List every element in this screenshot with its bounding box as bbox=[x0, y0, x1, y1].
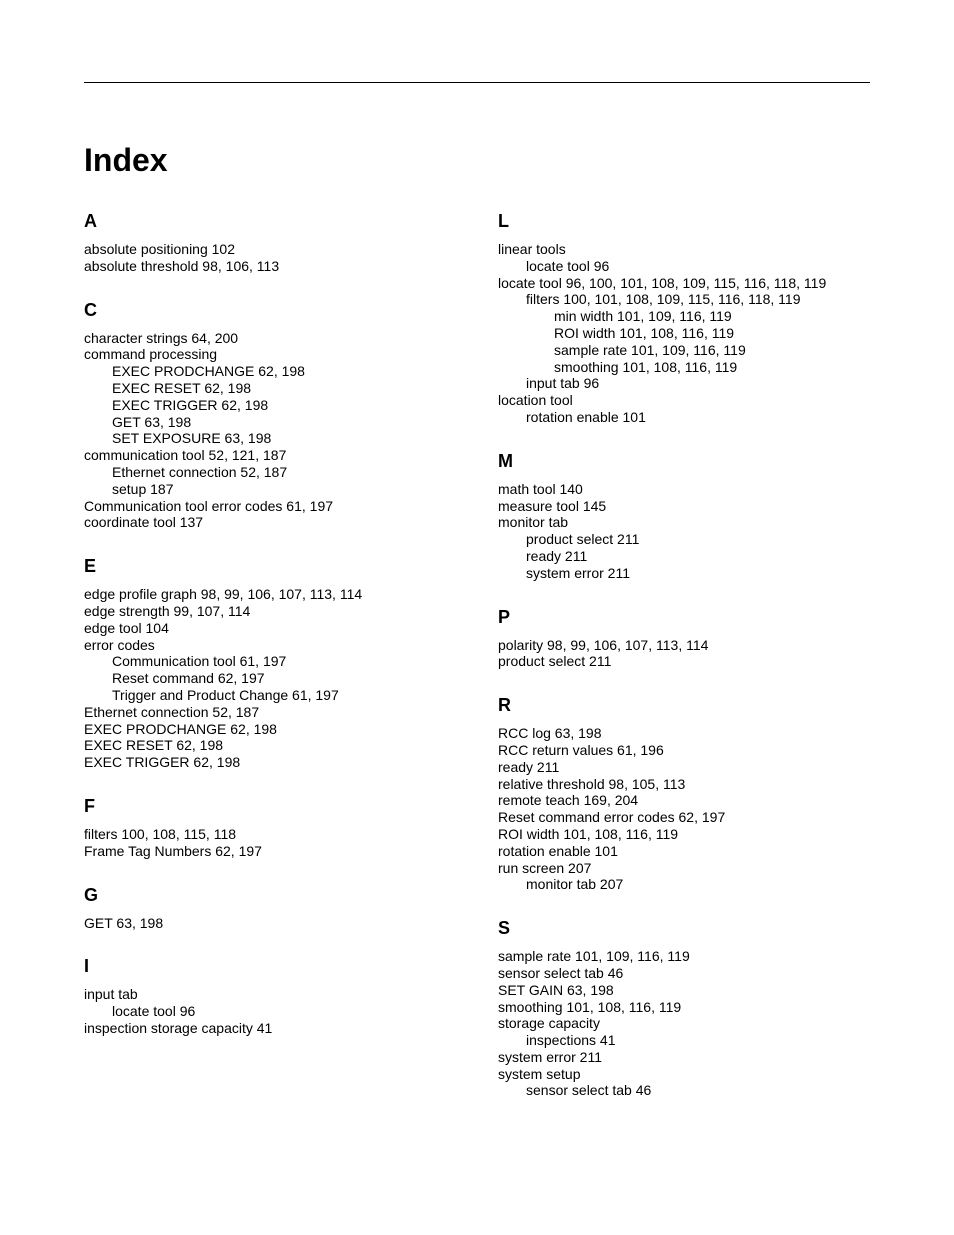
index-section-i bbox=[84, 955, 474, 1036]
index-entry: system error 211 bbox=[498, 1048, 602, 1065]
index-subentry: setup 187 bbox=[112, 480, 174, 497]
index-entry: character strings 64, 200 bbox=[84, 329, 239, 346]
index-entry: coordinate tool 137 bbox=[84, 514, 204, 531]
section-letter: E bbox=[84, 556, 97, 577]
index-section-r bbox=[498, 694, 898, 893]
index-subentry: min width 101, 109, 116, 119 bbox=[554, 308, 732, 325]
index-entry: ready 211 bbox=[498, 758, 560, 775]
index-section-g bbox=[84, 884, 474, 932]
index-section-s bbox=[498, 917, 898, 1099]
section-letter: M bbox=[498, 450, 513, 471]
index-entry: relative threshold 98, 105, 113 bbox=[498, 775, 686, 792]
index-subentry: ROI width 101, 108, 116, 119 bbox=[554, 324, 735, 341]
index-subentry: input tab 96 bbox=[526, 375, 600, 392]
index-entry: edge strength 99, 107, 114 bbox=[84, 602, 251, 619]
index-entry: SET GAIN 63, 198 bbox=[498, 981, 614, 998]
index-subentry: smoothing 101, 108, 116, 119 bbox=[554, 358, 738, 375]
section-letter: G bbox=[84, 884, 99, 905]
index-section-m bbox=[498, 450, 898, 582]
index-entry: math tool 140 bbox=[498, 480, 583, 497]
index-entry: GET 63, 198 bbox=[84, 914, 164, 931]
index-entry: sensor select tab 46 bbox=[498, 964, 624, 981]
section-letter: R bbox=[498, 695, 511, 716]
index-entry: filters 100, 108, 115, 118 bbox=[84, 825, 237, 842]
index-entry: linear tools bbox=[498, 241, 566, 257]
index-entry: inspection storage capacity 41 bbox=[84, 1019, 273, 1036]
section-letter: L bbox=[498, 211, 509, 231]
index-subentry: locate tool 96 bbox=[112, 1003, 196, 1020]
page-title: Index bbox=[84, 142, 168, 178]
section-letter: I bbox=[84, 956, 90, 977]
index-entry: polarity 98, 99, 106, 107, 113, 114 bbox=[498, 636, 709, 653]
index-entry: RCC log 63, 198 bbox=[498, 725, 602, 742]
index-entry: EXEC RESET 62, 198 bbox=[84, 737, 224, 754]
index-subentry: sensor select tab 46 bbox=[526, 1082, 652, 1099]
index-subentry: Trigger and Product Change 61, 197 bbox=[112, 686, 339, 703]
index-entry: Reset command error codes 62, 197 bbox=[498, 809, 726, 826]
index-entry: absolute positioning 102 bbox=[84, 241, 236, 257]
index-entry: rotation enable 101 bbox=[498, 842, 618, 859]
index-subentry: ready 211 bbox=[526, 547, 588, 564]
header-rule bbox=[84, 82, 870, 83]
index-subentry: filters 100, 101, 108, 109, 115, 116, 118, 119 bbox=[526, 291, 801, 308]
index-entry: EXEC PRODCHANGE 62, 198 bbox=[84, 720, 277, 737]
index-entry: measure tool 145 bbox=[498, 497, 607, 514]
index-entry: edge tool 104 bbox=[84, 619, 169, 636]
index-entry: location tool bbox=[498, 392, 573, 409]
section-letter: F bbox=[84, 795, 95, 816]
index-subentry: rotation enable 101 bbox=[526, 408, 646, 425]
index-entry: input tab bbox=[84, 986, 138, 1003]
index-entry: storage capacity bbox=[498, 1015, 600, 1032]
index-subentry: SET EXPOSURE 63, 198 bbox=[112, 430, 272, 447]
index-section-a bbox=[84, 210, 474, 275]
index-entry: locate tool 96, 100, 101, 108, 109, 115, 116, 118, 119 bbox=[498, 274, 827, 291]
index-subentry: system error 211 bbox=[526, 564, 630, 581]
index-entry: system setup bbox=[498, 1065, 581, 1082]
index-entry: run screen 207 bbox=[498, 859, 592, 876]
index-subentry: EXEC RESET 62, 198 bbox=[112, 379, 252, 396]
index-column-left bbox=[84, 210, 474, 1061]
index-entry: ROI width 101, 108, 116, 119 bbox=[498, 825, 679, 842]
index-entry: product select 211 bbox=[498, 653, 612, 670]
section-letter: S bbox=[498, 918, 511, 939]
index-entry: EXEC TRIGGER 62, 198 bbox=[84, 754, 241, 771]
index-entry: edge profile graph 98, 99, 106, 107, 113, 114 bbox=[84, 586, 363, 603]
index-subentry: Reset command 62, 197 bbox=[112, 670, 265, 687]
index-section-f bbox=[84, 795, 474, 860]
index-subentry: product select 211 bbox=[526, 531, 640, 548]
index-section-l bbox=[498, 210, 898, 426]
index-subentry: sample rate 101, 109, 116, 119 bbox=[554, 341, 746, 358]
index-entry: Ethernet connection 52, 187 bbox=[84, 703, 260, 720]
index-entry: command processing bbox=[84, 346, 218, 363]
index-section-p bbox=[498, 606, 898, 671]
index-entry: communication tool 52, 121, 187 bbox=[84, 447, 287, 464]
index-subentry: EXEC TRIGGER 62, 198 bbox=[112, 396, 269, 413]
index-subentry: inspections 41 bbox=[526, 1032, 616, 1049]
index-entry: absolute threshold 98, 106, 113 bbox=[84, 257, 280, 274]
index-entry: RCC return values 61, 196 bbox=[498, 741, 664, 758]
index-subentry: locate tool 96 bbox=[526, 257, 610, 274]
section-letter: C bbox=[84, 299, 97, 320]
section-letter: A bbox=[84, 211, 97, 231]
index-subentry: Ethernet connection 52, 187 bbox=[112, 463, 288, 480]
index-section-e bbox=[84, 555, 474, 771]
index-entry: Frame Tag Numbers 62, 197 bbox=[84, 842, 262, 859]
index-section-c bbox=[84, 299, 474, 532]
index-subentry: EXEC PRODCHANGE 62, 198 bbox=[112, 363, 305, 380]
index-entry: error codes bbox=[84, 636, 155, 653]
index-entry: smoothing 101, 108, 116, 119 bbox=[498, 998, 682, 1015]
index-entry: remote teach 169, 204 bbox=[498, 792, 639, 809]
index-subentry: Communication tool 61, 197 bbox=[112, 653, 287, 670]
section-letter: P bbox=[498, 606, 511, 627]
index-subentry: GET 63, 198 bbox=[112, 413, 192, 430]
index-entry: monitor tab bbox=[498, 514, 569, 531]
index-column-right bbox=[498, 210, 898, 1123]
index-subentry: monitor tab 207 bbox=[526, 876, 624, 893]
index-entry: Communication tool error codes 61, 197 bbox=[84, 497, 334, 514]
index-entry: sample rate 101, 109, 116, 119 bbox=[498, 948, 690, 965]
